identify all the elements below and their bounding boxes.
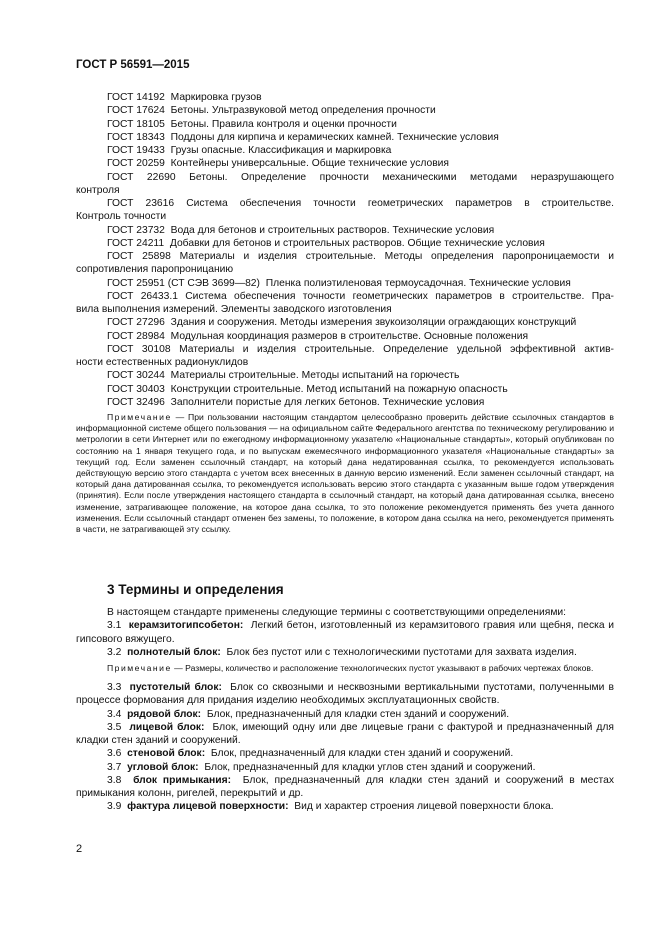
reference-code: ГОСТ 23616 [107,198,175,209]
term-name: лицевой блок: [129,721,205,733]
term-definition: Блок со сквозными и несквозными вертикальными пустотами, полученными в процессе формования для придания изделию необходимых эксплуатационных свойств. [76,682,614,707]
reference-title: Заполнители пористые для легких бетонов. Технические условия [170,396,485,408]
reference-title: Материалы строительные. Методы испытаний на горючесть [170,370,460,382]
term-number: 3.2 [107,646,122,658]
reference-code: ГОСТ 20259 [107,158,165,170]
term-name: угловой блок: [127,761,199,773]
term-entry [76,721,614,748]
term-name: блок примыкания: [133,774,232,786]
reference-code: ГОСТ 19433 [107,145,165,156]
term-note [76,663,614,674]
term-definition: Блок, предназначенный для кладки стен зданий и сооружений. [206,708,510,720]
term-number: 3.8 [107,774,122,786]
term-definition: Блок, предназначенный для кладки углов стен зданий и сооружений. [204,761,536,773]
term-name: рядовой блок: [127,708,202,720]
term-definition: Легкий бетон, изготовленный из керамзитового гравия или щебня, песка и гипсового вяжущего. [76,620,614,645]
normative-references-list [76,91,614,535]
reference-item [76,250,614,277]
reference-title-continued: сопротивления паропроницанию [76,264,234,276]
term-number: 3.1 [107,620,122,632]
reference-code: ГОСТ 14192 [107,92,165,103]
term-definition: Блок без пустот или с технологическими пустотами для захвата изделия. [226,646,577,658]
reference-code: ГОСТ 25898 [107,251,171,262]
term-name: стеновой блок: [127,748,206,760]
reference-title: Пленка полиэтиленовая термоусадочная. Технические условия [265,277,571,289]
reference-title: Маркировка грузов [170,92,262,103]
reference-item [76,316,614,329]
term-definition: Блок, имеющий одну или две лицевые грани с фактурой и предназначенный для кладки стен зданий и сооружений. [76,721,614,747]
reference-code: ГОСТ 18343 [107,131,165,143]
reference-code: ГОСТ 26433.1 [107,290,178,302]
reference-title: Конструкции строительные. Метод испытаний на пожарную опасность [170,383,508,395]
reference-item [76,290,614,317]
reference-title-continued: контроля [76,184,120,196]
term-entry [76,761,614,774]
reference-title: Бетоны. Ультразвуковой метод определения прочности [170,105,436,117]
reference-code: ГОСТ 30244 [107,370,165,382]
document-header: ГОСТ Р 56591—2015 [76,59,190,71]
reference-title: Модульная координация размеров в строительстве. Основные положения [170,330,529,342]
reference-title: Бетоны. Определение прочности механическими методами неразрушающего [189,171,614,183]
reference-item [76,237,614,250]
reference-code: ГОСТ 18105 [107,118,165,130]
term-definition: Блок, предназначенный для кладки стен зданий и сооружений в местах примыкания колонн, ригелей, перекрытий и др. [76,774,614,800]
term-entry [76,681,614,708]
reference-title: Добавки для бетонов и строительных растворов. Общие технические условия [169,237,545,249]
reference-title: Система обеспечения точности геометрических параметров в строительстве. [186,198,614,209]
references-note [76,412,614,535]
reference-title: Материалы и изделия строительные. Методы определения паропроницаемости и [179,251,614,262]
reference-title: Контейнеры универсальные. Общие технические условия [170,158,450,170]
reference-item [76,383,614,396]
term-name: полнотелый блок: [127,646,221,658]
term-number: 3.7 [107,761,122,773]
reference-item [76,330,614,343]
reference-item [76,396,614,409]
reference-item [76,118,614,131]
note-text: — При пользовании настоящим стандартом целесообразно проверить действие ссылочных стандартов в информационной системе общего пользования — на официальном сайте Федерального агентства по техническому регулированию и метрологии в сети Интернет или по ежегодному информационному указателю «Национальные стандарты», который опубликован по состоянию на 1 января текущего года, и по выпускам ежемесячного информационного указателя «Национальные стандарты» за текущий год. Если заменен ссылочный стандарт, на который дана недатированная ссылка, то рекомендуется использовать действующую версию этого стандарта с учетом всех внесенных в данную версию изменений. Если заменен ссылочный стандарт, на который дана датированная ссылка, то рекомендуется использовать версию этого стандарта с указанным выше годом утверждения (принятия). Если после утверждения настоящего стандарта в ссылочный стандарт, на который дана датированная ссылка, внесено изменение, затрагивающее положение, на которое дана ссылка, то это положение рекомендуется применять без учета данного изменения. Если ссылочный стандарт отменен без замены, то положение, в котором дана ссылка на него, рекомендуется применять в части, не затрагивающей эту ссылку. [76,412,615,535]
term-definition: Вид и характер строения лицевой поверхности блока. [294,801,554,813]
reference-item [76,91,614,104]
reference-code: ГОСТ 30108 [107,343,171,355]
reference-title-continued: вила выполнения измерений. Элементы заводского изготовления [76,304,392,315]
reference-title: Грузы опасные. Классификация и маркировка [170,145,392,156]
reference-item [76,277,614,290]
reference-title: Здания и сооружения. Методы измерения звукоизоляции ограждающих конструкций [170,317,577,329]
reference-item [76,343,614,370]
reference-item [76,157,614,170]
reference-code: ГОСТ 32496 [107,396,165,408]
note-label: Примечание [107,412,172,422]
reference-code: ГОСТ 22690 [107,171,176,183]
reference-code: ГОСТ 25951 (СТ СЭВ 3699—82) [107,277,260,289]
reference-item [76,197,614,224]
section-title: 3 Термины и определения [107,582,284,597]
reference-title: Поддоны для кирпича и керамических камней. Технические условия [170,131,499,143]
terms-intro: В настоящем стандарте применены следующие термины с соответствующими определениями: [107,607,567,618]
reference-title-continued: ности естественных радионуклидов [76,357,249,368]
terms-list [76,606,614,814]
reference-title-continued: Контроль точности [76,211,167,223]
term-number: 3.9 [107,801,122,813]
reference-item [76,171,614,198]
reference-code: ГОСТ 27296 [107,317,165,329]
term-number: 3.5 [107,721,122,733]
term-definition: Блок, предназначенный для кладки стен зданий и сооружений. [210,748,514,760]
term-name: фактура лицевой поверхности: [127,801,289,813]
page-number: 2 [76,843,83,855]
term-entry [76,774,614,801]
term-number: 3.6 [107,748,122,760]
reference-code: ГОСТ 28984 [107,330,165,342]
reference-item [76,104,614,117]
term-entry [76,646,614,659]
term-number: 3.4 [107,708,122,720]
reference-item [76,369,614,382]
reference-item [76,224,614,237]
reference-code: ГОСТ 17624 [107,105,165,117]
term-entry [76,708,614,721]
term-name: пустотелый блок: [129,682,222,694]
note-label: Примечание [107,663,172,673]
reference-item [76,144,614,157]
reference-code: ГОСТ 23732 [107,224,165,236]
term-entry [76,747,614,760]
reference-title: Материалы и изделия строительные. Определение удельной эффективной актив- [179,343,614,355]
reference-title: Бетоны. Правила контроля и оценки прочности [170,118,397,130]
note-text: — Размеры, количество и расположение технологических пустот указывают в рабочих чертежах блоков. [174,663,594,673]
reference-item [76,131,614,144]
reference-code: ГОСТ 24211 [107,237,165,249]
reference-title: Система обеспечения точности геометрических параметров в строительстве. Пра- [185,290,614,302]
term-entry [76,800,614,813]
term-name: керамзитогипсобетон: [128,620,244,632]
reference-title: Вода для бетонов и строительных растворов. Технические условия [170,224,495,236]
term-number: 3.3 [107,682,122,694]
reference-code: ГОСТ 30403 [107,383,165,395]
term-entry [76,619,614,646]
